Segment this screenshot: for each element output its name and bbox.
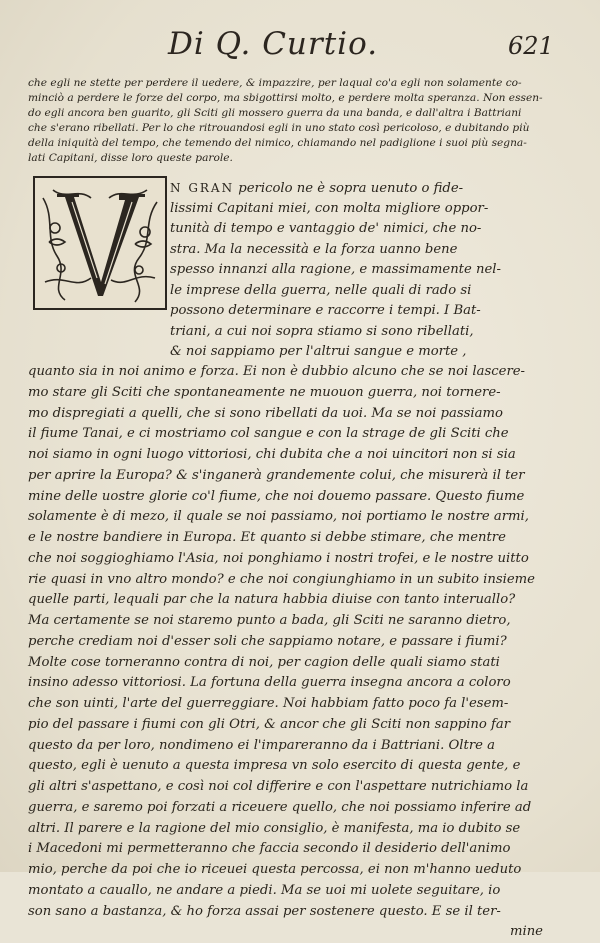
text-line: possono determinare e raccorre i tempi. I Bat- [170, 303, 481, 318]
text-line: spesso innanzi alla ragione, e massimamente nel- [170, 262, 501, 277]
text-line: do egli ancora ben guarito, gli Sciti gli mossero guerra da una banda, e dall'altra i Battriani [28, 107, 522, 119]
text-line: il fiume Tanai, e ci mostriamo col sangue e con la strage de gli Sciti che [28, 426, 509, 442]
text-line: solamente è di mezo, il quale se noi passiamo, noi portiamo le nostre armi, [28, 509, 529, 525]
text-line: questo, egli è uenuto a questa impresa vn solo esercito di questa gente, e [28, 758, 521, 774]
text-line: mine delle uostre glorie co'l fiume, che noi douemo passare. Questo fiume [28, 488, 525, 504]
text-line: & noi sappiamo per l'altrui sangue e morte , [170, 344, 467, 359]
text-line: tunità di tempo e vantaggio de' nimici, che no- [170, 221, 482, 236]
text-line: mo dispregiati a quelli, che si sono ribellati da uoi. Ma se noi passiamo [28, 405, 503, 421]
text-line: e le nostre bandiere in Europa. Et quanto si debbe stimare, che mentre [28, 530, 506, 545]
text-span: pericolo ne è sopra uenuto o fide- [234, 181, 464, 196]
text-line: Molte cose torneranno contra di noi, per cagion delle quali siamo stati [28, 654, 500, 670]
text-line: che noi soggioghiamo l'Asia, noi ponghiamo i nostri trofei, e le nostre uitto [28, 550, 529, 566]
text-line: i Macedoni mi permetteranno che faccia secondo il desiderio dell'animo [28, 841, 511, 857]
text-line: che s'erano ribellati. Per lo che ritrouandosi egli in uno stato così pericoloso, e dubitando più [28, 122, 530, 134]
text-line: Ma certamente se noi staremo punto a bada, gli Sciti ne saranno dietro, [28, 613, 511, 628]
text-line: montato a cauallo, ne andare a piedi. Ma se uoi mi uolete seguitare, io [28, 882, 501, 898]
text-line: lati Capitani, disse loro queste parole. [28, 152, 233, 164]
text-line: mio, perche da poi che io riceuei questa percossa, ei non m'hanno ueduto [28, 862, 522, 877]
text-line: per aprire la Europa? & s'inganerà grandemente colui, che misurerà il ter [28, 467, 525, 483]
text-line: son sano a bastanza, & ho forza assai per sostenere questo. E se il ter- [28, 903, 501, 919]
text-line: noi siamo in ogni luogo vittoriosi, chi dubita che a noi uincitori non si sia [28, 447, 516, 462]
text-line: le imprese della guerra, nelle quali di rado si [170, 282, 472, 298]
text-line: perche crediam noi d'esser soli che sappiamo notare, e passare i fiumi? [28, 633, 507, 649]
text-line: pio del passare i fiumi con gli Otri, & ancor che gli Sciti non sappino far [28, 716, 511, 732]
text-line: gli altri s'aspettano, e così noi col differire e con l'aspettare nutrichiamo la [28, 779, 529, 794]
running-title: Di Q. Curtio. [168, 26, 379, 62]
text-line [170, 178, 555, 199]
text-line: stra. Ma la necessità e la forza uanno bene [170, 241, 458, 257]
text-line: guerra, e saremo poi forzati a riceuere quello, che noi possiamo inferire ad [28, 799, 532, 815]
page-header [0, 14, 600, 72]
text-line: insino adesso vittoriosi. La fortuna della guerra insegna ancora a coloro [28, 675, 511, 691]
text-line: quelle parti, lequali par che la natura habbia diuise con tanto interuallo? [28, 592, 516, 608]
text-line: della iniquità del tempo, che temendo del nimico, chiamando nel padiglione i suoi più segna- [28, 137, 527, 149]
text-line: rie quasi in vno altro mondo? e che noi congiunghiamo in un subito insieme [28, 571, 535, 587]
opening-word: N GRAN [170, 181, 235, 195]
text-line: che egli ne stette per perdere il uedere, & impazzire, per laqual co'a egli non solamente co- [28, 77, 522, 89]
body-text-main [28, 362, 573, 943]
catchword: mine [509, 924, 543, 940]
page-number: 621 [508, 32, 554, 60]
text-line: altri. Il parere e la ragione del mio consiglio, è manifesta, ma io dubito se [28, 820, 521, 836]
intro-paragraph [28, 76, 573, 166]
decorated-initial-v-icon [33, 176, 167, 310]
text-line: mo stare gli Sciti che spontaneamente ne muouon guerra, noi tornere- [28, 384, 501, 400]
text-line: lissimi Capitani miei, con molta migliore oppor- [170, 200, 489, 216]
text-line: quanto sia in noi animo e forza. Ei non è dubbio alcuno che se noi lascere- [28, 364, 526, 379]
text-line: questo da per loro, nondimeno ei l'impareranno da i Battriani. Oltre a [28, 737, 495, 753]
text-line: minciò a perdere le forze del corpo, ma sbigottirsi molto, e perdere molta speranza. Non essen- [28, 92, 543, 104]
body-text-top [170, 178, 555, 363]
text-line: che son uinti, l'arte del guerreggiare. Noi habbiam fatto poco fa l'esem- [28, 696, 509, 711]
text-line: triani, a cui noi sopra stiamo si sono ribellati, [170, 323, 474, 339]
